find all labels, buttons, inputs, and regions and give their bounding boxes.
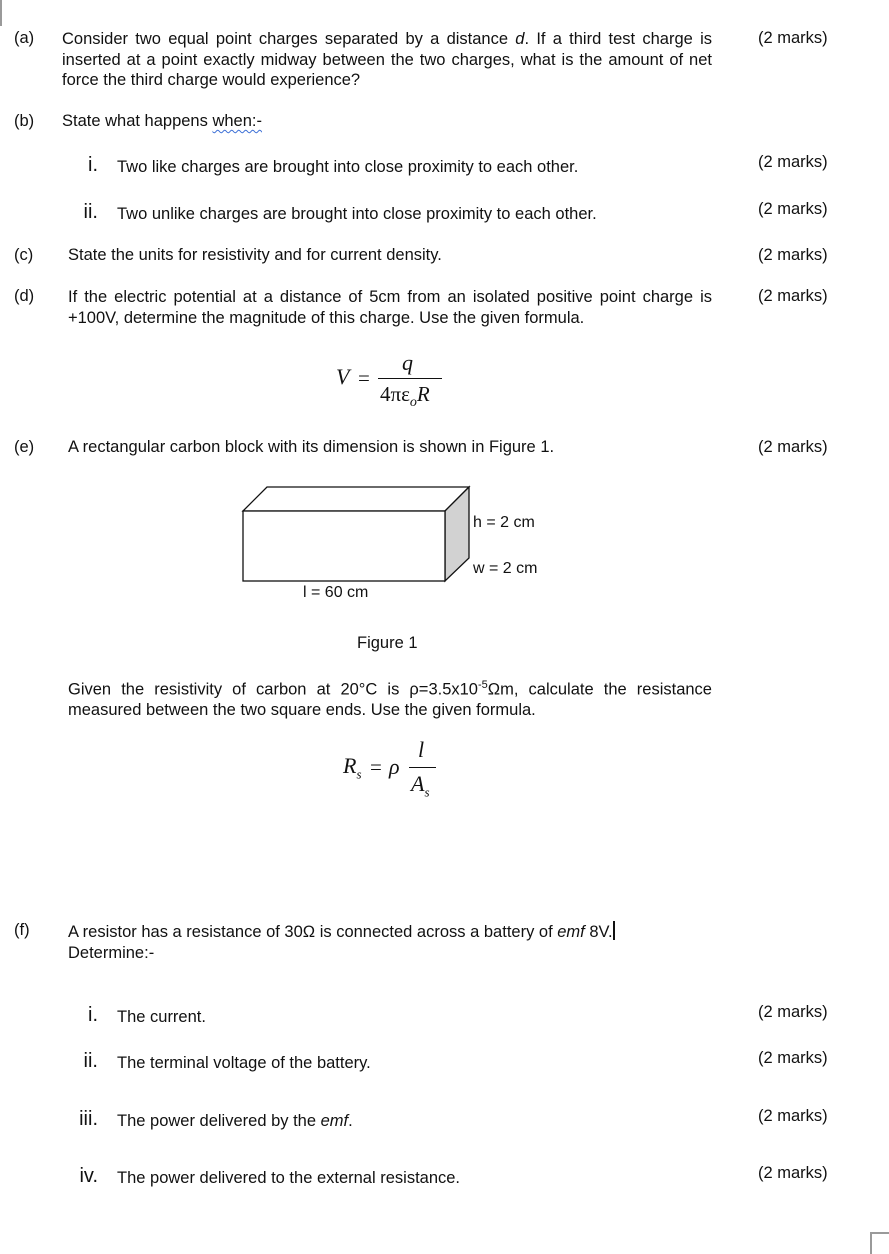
question-b-text [62, 112, 262, 131]
question-f-line2: Determine:- [68, 943, 155, 962]
figure-1-width-label: w = 2 cm [473, 560, 538, 577]
formula-r-numerator: l [418, 737, 425, 762]
formula-v-denominator-main: 4πε [380, 382, 410, 406]
question-f-text [68, 921, 718, 963]
spellcheck-underlined-word[interactable]: when:- [212, 112, 262, 130]
question-f-item-1-num: i. [88, 1004, 98, 1026]
question-c-text: State the units for resistivity and for current density. [68, 246, 442, 264]
question-f-item-2-marks: (2 marks) [758, 1049, 828, 1067]
question-a-var-d: d [515, 30, 525, 48]
figure-1-carbon-block [240, 484, 480, 586]
formula-r-rho: ρ [389, 754, 400, 779]
question-b-label: (b) [14, 112, 35, 130]
question-b-item-2-text: Two unlike charges are brought into close proximity to each other. [117, 205, 597, 223]
question-e-given-exponent: -5 [477, 679, 488, 691]
question-a-label: (a) [14, 29, 35, 47]
question-f-item-1-marks: (2 marks) [758, 1003, 828, 1021]
question-e-given-pre: Given the resistivity of carbon at 20°C is ρ=3.5x10 [68, 680, 478, 699]
question-f-item-1-text: The current. [117, 1008, 206, 1026]
block-front-face [243, 511, 445, 581]
question-d-marks: (2 marks) [758, 287, 828, 305]
question-f-item-2-num: ii. [83, 1050, 98, 1072]
question-f-item-4-num: iv. [79, 1165, 98, 1187]
formula-r-denominator [411, 771, 430, 800]
question-b-item-2-marks: (2 marks) [758, 200, 828, 218]
question-a-text-post: . If a third test charge is inserted at a point exactly midway between the two charges, what is the amount of net force the third charge would experience? [62, 30, 712, 89]
question-a-text [62, 29, 712, 91]
question-d-text: If the electric potential at a distance of 5cm from an isolated positive point charge is +100V, determine the magnitude of this charge. Use the given formula. [68, 288, 712, 327]
question-c-marks: (2 marks) [758, 246, 828, 264]
question-f-text-post: 8V. [584, 923, 613, 941]
question-f-item-3-marks: (2 marks) [758, 1107, 828, 1125]
question-f-item-4-marks: (2 marks) [758, 1164, 828, 1182]
question-e-given-post: Ωm, calculate the resistance measured between the two square ends. Use the given formula. [68, 680, 712, 719]
formula-v-denominator-sub: o [409, 395, 417, 411]
figure-1-caption: Figure 1 [357, 634, 418, 652]
question-a-marks: (2 marks) [758, 29, 828, 47]
formula-r-lhs-main: R [343, 753, 357, 778]
block-top-face [243, 487, 469, 511]
question-f-item-3-text-post: . [348, 1112, 353, 1130]
question-e-marks: (2 marks) [758, 438, 828, 456]
formula-r-denominator-main: A [411, 771, 425, 796]
question-d-label: (d) [14, 287, 35, 305]
question-e-label: (e) [14, 438, 35, 456]
formula-v-equals: = [358, 366, 370, 390]
formula-v-fraction-bar [378, 378, 442, 379]
question-b-item-2-num: ii. [83, 201, 98, 223]
question-a-text-pre: Consider two equal point charges separated by a distance [62, 30, 516, 48]
question-b-item-1-num: i. [88, 154, 98, 176]
page-corner-marker [870, 1232, 889, 1254]
text-cursor [613, 921, 615, 940]
left-margin-marker [0, 0, 2, 26]
figure-1-length-label: l = 60 cm [303, 584, 369, 601]
question-e-text: A rectangular carbon block with its dimension is shown in Figure 1. [68, 438, 555, 456]
formula-v-numerator: q [402, 350, 413, 375]
question-c-label: (c) [14, 246, 34, 264]
question-f-label: (f) [14, 921, 30, 939]
question-f-item-4-text: The power delivered to the external resistance. [117, 1169, 461, 1187]
formula-r-equals: = [370, 755, 382, 779]
question-f-item-3-text [117, 1112, 353, 1131]
question-b-item-1-text: Two like charges are brought into close proximity to each other. [117, 158, 579, 176]
formula-r-denominator-sub: s [424, 784, 430, 800]
question-f-item-2-text: The terminal voltage of the battery. [117, 1054, 371, 1072]
figure-1-height-label: h = 2 cm [473, 514, 535, 531]
question-b-item-1-marks: (2 marks) [758, 153, 828, 171]
formula-v-lhs: V [336, 364, 350, 389]
formula-r-fraction-bar [409, 767, 436, 768]
question-f-item-3-text-pre: The power delivered by the [117, 1112, 321, 1130]
question-f-item-3-num: iii. [79, 1108, 98, 1130]
question-e-given-text [68, 675, 712, 721]
formula-v-denominator-end: R [416, 382, 430, 406]
question-b-text-pre: State what happens [62, 112, 213, 130]
question-f-item-3-emf: emf [320, 1112, 349, 1130]
formula-r-lhs [343, 753, 362, 782]
formula-r-lhs-sub: s [356, 766, 362, 782]
question-f-emf: emf [557, 923, 585, 941]
formula-v-denominator [380, 382, 430, 411]
question-f-text-pre: A resistor has a resistance of 30Ω is connected across a battery of [68, 923, 558, 941]
